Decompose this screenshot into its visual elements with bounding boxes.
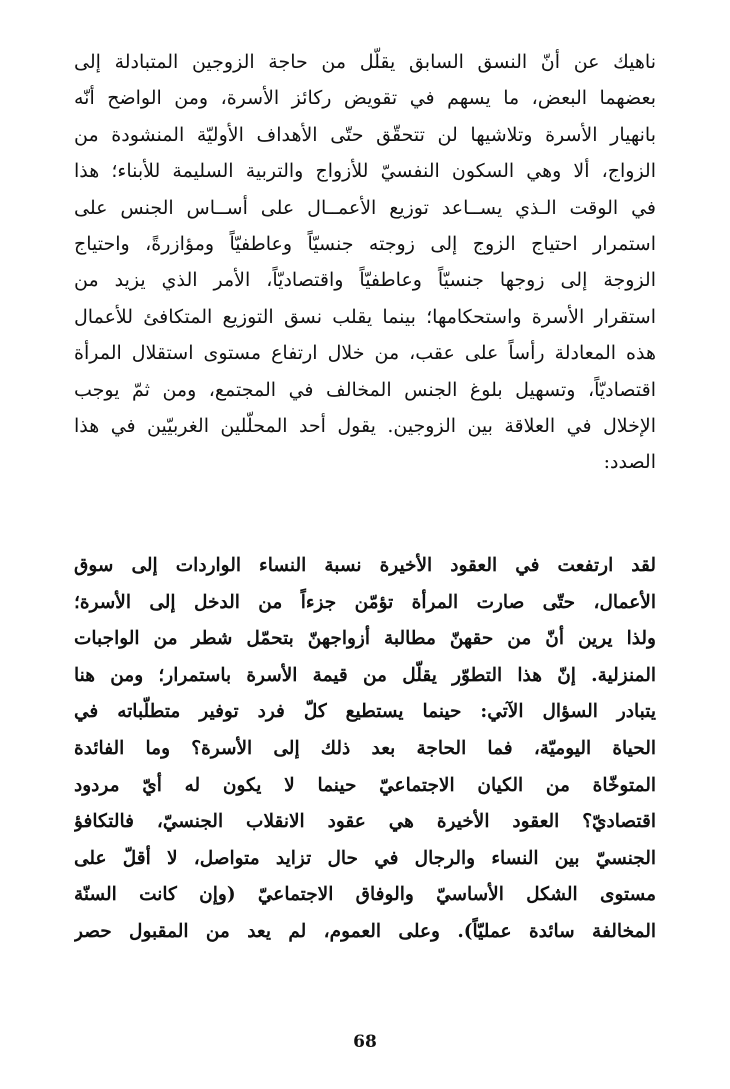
body-line: اقتصاديّاً، وتسهيل بلوغ الجنس المخالف في المجتمع، ومن ثمّ يوجب — [74, 378, 656, 401]
body-paragraph — [74, 44, 656, 481]
body-line: هذه المعادلة رأساً على عقب، من خلال ارتفاع مستوى استقلال المرأة — [74, 342, 656, 365]
body-line: في الوقت الـذي يســاعد توزيع الأعمــال على أســاس الجنس على — [74, 196, 656, 219]
quote-paragraph — [74, 548, 656, 951]
quote-line: اقتصاديّ؟ العقود الأخيرة هي عقود الانقلاب الجنسيّ، فالتكافؤ — [74, 811, 656, 833]
body-line: الصدد: — [603, 451, 656, 474]
body-line: الزواج، ألا وهي السكون النفسيّ للأزواج والتربية السليمة للأبناء؛ هذا — [74, 160, 656, 183]
quote-line: المتوخّاة من الكيان الاجتماعيّ حينما لا يكون له أيّ مردود — [74, 774, 656, 796]
quote-line: الجنسيّ بين النساء والرجال في حال تزايد متواصل، لا أقلّ على — [74, 847, 656, 869]
quote-line: الأعمال، حتّى صارت المرأة تؤمّن جزءاً من الدخل إلى الأسرة؛ — [74, 591, 656, 613]
body-line: ناهيك عن أنّ النسق السابق يقلّل من حاجة الزوجين المتبادلة إلى — [74, 51, 656, 73]
body-line: بعضهما البعض، ما يسهم في تقويض ركائز الأسرة، ومن الواضح أنّه — [74, 87, 656, 110]
body-line: استقرار الأسرة واستحكامها؛ بينما يقلب نسق التوزيع المتكافئ للأعمال — [74, 305, 656, 328]
body-line: الإخلال في العلاقة بين الزوجين. يقول أحد المحلّلين الغربيّين في هذا — [74, 414, 656, 437]
quote-line: ولذا يرين أنّ من حقهنّ مطالبة أزواجهنّ بتحمّل شطر من الواجبات — [74, 628, 656, 650]
quote-line: مستوى الشكل الأساسيّ والوفاق الاجتماعيّ (وإن كانت السنّة — [74, 884, 656, 906]
page-number: 68 — [353, 1032, 377, 1052]
body-line: الزوجة إلى زوجها جنسيّاً وعاطفيّاً واقتصاديّاً، الأمر الذي يزيد من — [74, 269, 656, 292]
quote-line: المخالفة سائدة عمليّاً). وعلى العموم، لم يعد من المقبول حصر — [74, 920, 656, 942]
quote-line: الحياة اليوميّة، فما الحاجة بعد ذلك إلى الأسرة؟ وما الفائدة — [74, 737, 656, 759]
body-line: استمرار احتياج الزوج إلى زوجته جنسيّاً وعاطفيّاً ومؤازرةً، واحتياج — [74, 232, 656, 255]
quote-line: لقد ارتفعت في العقود الأخيرة نسبة النساء الواردات إلى سوق — [74, 555, 656, 576]
quote-line: المنزلية. إنّ هذا التطوّر يقلّل من قيمة الأسرة باستمرار؛ ومن هنا — [74, 664, 656, 686]
body-line: بانهيار الأسرة وتلاشيها لن تتحقّق حتّى الأهداف الأوليّة المنشودة من — [74, 123, 656, 146]
quote-line: يتبادر السؤال الآتي: حينما يستطيع كلّ فرد توفير متطلّباته في — [74, 701, 656, 723]
